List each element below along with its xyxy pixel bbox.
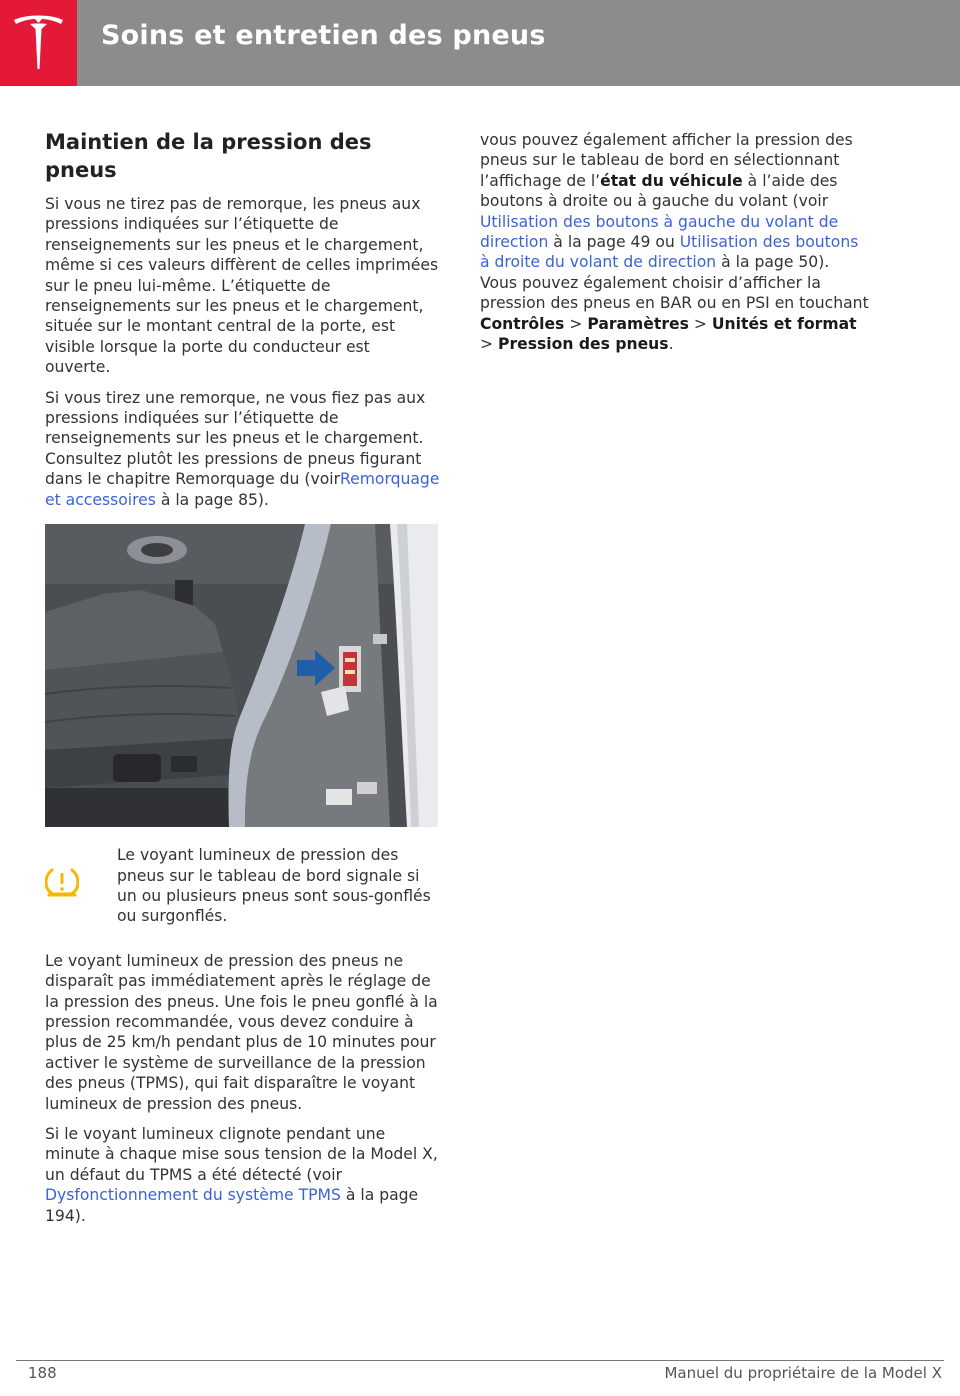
left-steering-buttons-link[interactable]: Utilisation des boutons à gauche du volant de direction <box>480 212 839 252</box>
warning-text: Le voyant lumineux de pression des pneus sur le tableau de bord signale si un ou plusieurs pneus sont sous-gonflés ou surgonflés. <box>117 846 431 926</box>
paragraph-text: à la page 49 ou <box>548 233 680 252</box>
section-heading: Maintien de la pression des pneus <box>45 130 372 182</box>
bold-term-controls: Contrôles <box>480 314 565 333</box>
paragraph-text: . <box>668 335 674 354</box>
warning-note <box>45 845 440 927</box>
page-number: 188 <box>28 1364 57 1382</box>
paragraph-text: à la page 85). <box>155 490 269 509</box>
tire-pressure-warning-icon <box>45 867 79 897</box>
menu-separator: > <box>564 314 588 333</box>
left-column <box>45 128 440 1236</box>
paragraph-text: Si vous tirez une remorque, ne vous fiez pas aux pressions indiquées sur l’étiquette de renseignements sur les pneus et le chargement. Consultez plutôt les pressions de pneus figurant dans le chapitre Remorquage du (voir <box>45 388 426 489</box>
bold-term-units-format: Unités et format <box>711 314 857 333</box>
door-pillar-label-photo <box>45 524 438 827</box>
bold-term-settings: Paramètres <box>587 314 689 333</box>
paragraph-text: à la page 194). <box>45 1186 419 1225</box>
paragraph-text: Si le voyant lumineux clignote pendant une minute à chaque mise sous tension de la Model X, un défaut du TPMS a été détecté (voir <box>45 1124 438 1184</box>
tesla-logo-icon <box>12 14 65 72</box>
menu-separator: > <box>688 314 712 333</box>
menu-separator: > <box>480 335 499 354</box>
manual-title: Manuel du propriétaire de la Model X <box>664 1364 942 1382</box>
paragraph-text: vous pouvez également afficher la pression des pneus sur le tableau de bord en sélectionnant l’affichage de l’ <box>480 131 853 190</box>
paragraph-tpms: Le voyant lumineux de pression des pneus ne disparaît pas immédiatement après le réglage de la pression des pneus. Une fois le pneu gonflé à la pression recommandée, vous devez conduire à plus de 25 km/h pendant plus de 10 minutes pour activer le système de surveillance de la pression des pneus (TPMS), qui fait disparaître le voyant lumineux de pression des pneus. <box>45 951 438 1113</box>
paragraph-text: à la page 50). Vous pouvez également choisir d’afficher la pression des pneus en BAR ou en PSI en touchant <box>480 253 869 313</box>
logo-badge <box>0 0 77 86</box>
tpms-malfunction-link[interactable]: Dysfonctionnement du système TPMS <box>45 1186 341 1205</box>
bold-term-vehicle-status: état du véhicule <box>600 171 743 190</box>
paragraph-trailer <box>45 388 440 510</box>
towing-link[interactable]: Remorquage et accessoires <box>45 470 440 509</box>
footer-divider <box>16 1360 944 1361</box>
page-title: Soins et entretien des pneus <box>101 20 546 51</box>
paragraph-text: à l’aide des boutons à droite ou à gauche du volant (voir <box>480 171 838 211</box>
paragraph-tpms-fault <box>45 1124 440 1226</box>
right-column <box>480 130 870 364</box>
right-steering-buttons-link[interactable]: Utilisation des boutons à droite du volant de direction <box>480 233 859 272</box>
paragraph-no-trailer: Si vous ne tirez pas de remorque, les pneus aux pressions indiquées sur l’étiquette de renseignements sur les pneus et le chargement, même si ces valeurs diffèrent de celles imprimées sur le pneu lui-même. L’étiquette de renseignements sur les pneus et le chargement, située sur le montant central de la porte, est visible lorsque la porte du conducteur est ouverte. <box>45 195 439 377</box>
warning-icon-cell <box>45 845 117 902</box>
page-header <box>0 0 960 86</box>
bold-term-tire-pressure: Pression des pneus <box>498 335 669 354</box>
paragraph-display-settings <box>480 130 870 354</box>
